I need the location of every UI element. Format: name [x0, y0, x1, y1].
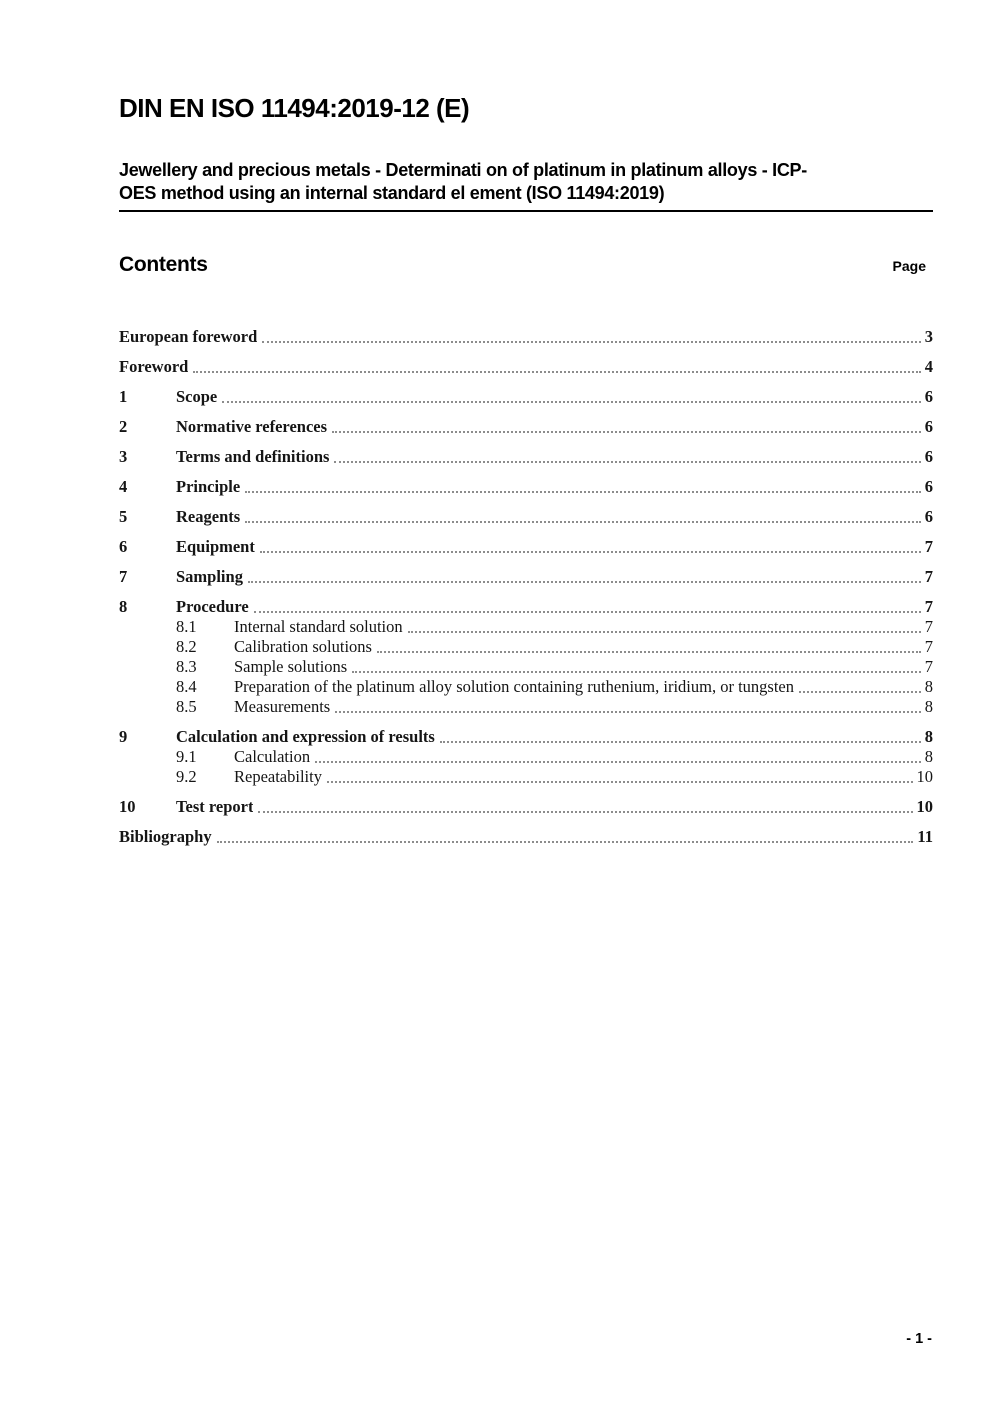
footer-page-number: - 1 - — [906, 1331, 932, 1347]
toc-entry-page-number: 6 — [924, 477, 933, 496]
toc-entry-label: Terms and definitions — [176, 447, 330, 466]
toc-entry-number: 8 — [119, 597, 128, 616]
toc-dot-leader — [327, 781, 913, 783]
toc-entry-number: 7 — [119, 567, 128, 586]
doc-subtitle-line-2: OES method using an internal standard el ement (ISO 11494:2019) — [119, 183, 665, 203]
toc-entry-label: European foreword — [119, 327, 258, 346]
toc-entry — [119, 617, 933, 637]
toc-dot-leader — [262, 341, 920, 343]
toc-dot-leader — [248, 581, 921, 583]
toc-dot-leader — [334, 461, 920, 463]
toc-dot-leader — [315, 761, 921, 763]
toc-dot-leader — [440, 741, 921, 743]
toc-entry-page-number: 7 — [924, 657, 933, 676]
toc-entry — [119, 537, 933, 557]
toc-entry-page-number: 6 — [924, 447, 933, 466]
toc-entry-page-number: 8 — [924, 677, 933, 696]
toc-entry-number: 9 — [119, 727, 128, 746]
toc-entry-number: 8.3 — [176, 657, 197, 676]
toc-entry — [119, 637, 933, 657]
toc-entry-label: Equipment — [176, 537, 255, 556]
toc-entry-page-number: 7 — [924, 567, 933, 586]
toc-dot-leader — [352, 671, 921, 673]
toc-entry-label: Internal standard solution — [234, 617, 403, 636]
toc-entry-label: Principle — [176, 477, 241, 496]
toc-entry — [119, 507, 933, 527]
toc-entry-label: Procedure — [176, 597, 249, 616]
toc-entry-page-number: 3 — [924, 327, 933, 346]
toc-entry-page-number: 8 — [924, 727, 933, 746]
toc-entry — [119, 357, 933, 377]
toc-entry — [119, 677, 933, 697]
toc-dot-leader — [258, 811, 912, 813]
toc-entry-label: Measurements — [234, 697, 331, 716]
toc-dot-leader — [377, 651, 921, 653]
toc-list — [119, 327, 933, 847]
toc-entry-page-number: 7 — [924, 537, 933, 556]
toc-entry-label: Test report — [176, 797, 254, 816]
page-content — [119, 0, 933, 847]
toc-entry-page-number: 10 — [916, 767, 933, 786]
toc-entry-label: Sample solutions — [234, 657, 348, 676]
toc-entry — [119, 797, 933, 817]
toc-entry — [119, 447, 933, 467]
toc-entry-label: Repeatability — [234, 767, 322, 786]
toc-entry-number: 5 — [119, 507, 128, 526]
toc-entry — [119, 567, 933, 587]
toc-entry-number: 8.2 — [176, 637, 197, 656]
toc-dot-leader — [260, 551, 921, 553]
toc-entry — [119, 697, 933, 717]
toc-dot-leader — [193, 371, 920, 373]
toc-entry — [119, 767, 933, 787]
toc-dot-leader — [332, 431, 921, 433]
toc-entry-number: 9.2 — [176, 767, 197, 786]
toc-entry — [119, 597, 933, 617]
toc-entry-page-number: 8 — [924, 747, 933, 766]
doc-subtitle-line-1: Jewellery and precious metals - Determinati on of platinum in platinum alloys - ICP- — [119, 160, 807, 180]
toc-entry-number: 1 — [119, 387, 128, 406]
toc-entry-page-number: 6 — [924, 507, 933, 526]
toc-entry-number: 3 — [119, 447, 128, 466]
doc-number-title: DIN EN ISO 11494:2019-12 (E) — [119, 93, 470, 123]
toc-entry-number: 8.4 — [176, 677, 197, 696]
toc-entry — [119, 727, 933, 747]
toc-entry-number: 9.1 — [176, 747, 197, 766]
toc-entry-number: 6 — [119, 537, 128, 556]
toc-entry-label: Normative references — [176, 417, 328, 436]
contents-heading: Contents — [119, 253, 208, 276]
toc-entry — [119, 657, 933, 677]
toc-entry-number: 10 — [119, 797, 136, 816]
toc-entry-page-number: 11 — [917, 827, 933, 846]
toc-entry — [119, 827, 933, 847]
toc-entry-page-number: 4 — [924, 357, 933, 376]
toc-dot-leader — [408, 631, 921, 633]
toc-dot-leader — [799, 691, 921, 693]
toc-entry-label: Calibration solutions — [234, 637, 372, 656]
toc-entry-label: Calculation — [234, 747, 311, 766]
toc-entry-page-number: 10 — [916, 797, 933, 816]
toc-dot-leader — [335, 711, 921, 713]
toc-entry — [119, 387, 933, 407]
toc-entry-page-number: 7 — [924, 617, 933, 636]
contents-header-bar — [119, 252, 933, 278]
toc-entry — [119, 747, 933, 767]
toc-dot-leader — [222, 401, 921, 403]
toc-entry-number: 8.1 — [176, 617, 197, 636]
toc-dot-leader — [245, 491, 921, 493]
toc-entry-label: Bibliography — [119, 827, 212, 846]
toc-entry-page-number: 7 — [924, 637, 933, 656]
toc-entry-page-number: 6 — [924, 417, 933, 436]
toc-entry-page-number: 8 — [924, 697, 933, 716]
toc-entry-page-number: 6 — [924, 387, 933, 406]
toc-entry-label: Sampling — [176, 567, 243, 586]
toc-entry-page-number: 7 — [924, 597, 933, 616]
toc-dot-leader — [217, 841, 914, 843]
toc-entry — [119, 327, 933, 347]
toc-entry — [119, 417, 933, 437]
toc-entry — [119, 477, 933, 497]
toc-entry-label: Reagents — [176, 507, 241, 526]
toc-entry-label: Foreword — [119, 357, 189, 376]
toc-entry-label: Calculation and expression of results — [176, 727, 435, 746]
toc-entry-number: 8.5 — [176, 697, 197, 716]
toc-entry-label: Preparation of the platinum alloy solution containing ruthenium, iridium, or tungsten — [234, 677, 794, 696]
toc-dot-leader — [254, 611, 921, 613]
toc-entry-number: 4 — [119, 477, 128, 496]
toc-dot-leader — [245, 521, 921, 523]
doc-subtitle — [119, 159, 933, 212]
toc-entry-number: 2 — [119, 417, 128, 436]
toc-entry-label: Scope — [176, 387, 218, 406]
page-column-label: Page — [892, 258, 926, 274]
